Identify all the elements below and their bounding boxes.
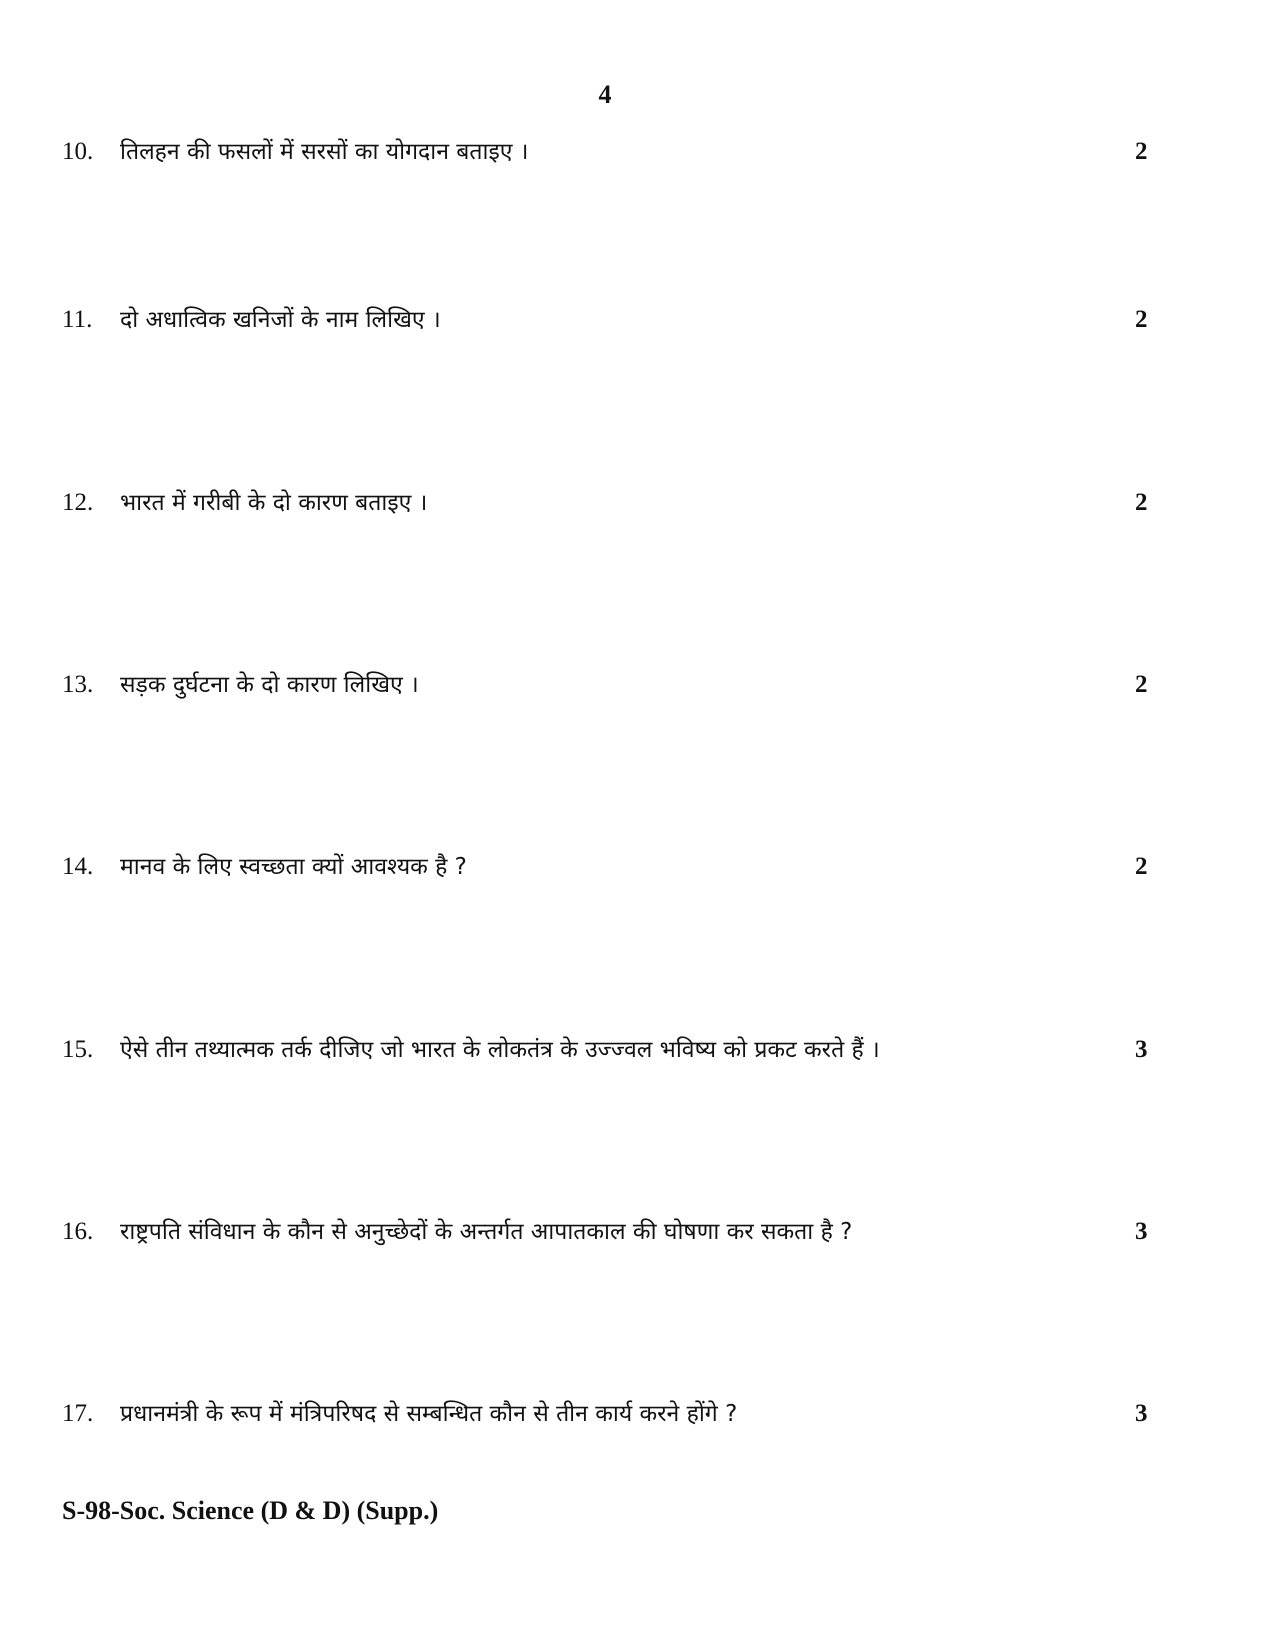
question-item [0,665,1275,705]
question-marks: 3 [1135,1400,1148,1427]
question-number: 14. [62,853,94,880]
question-marks: 2 [1135,306,1148,333]
question-marks: 2 [1135,853,1148,880]
question-text: तिलहन की फसलों में सरसों का योगदान बताइए । [120,139,529,165]
question-number: 10. [62,138,94,165]
question-number: 16. [62,1218,94,1245]
page-number: 4 [598,80,612,109]
question-number: 17. [62,1400,94,1427]
question-text: प्रधानमंत्री के रूप में मंत्रिपरिषद से सम्बन्धित कौन से तीन कार्य करने होंगे ? [120,1401,738,1427]
question-marks: 2 [1135,138,1148,165]
question-item [0,132,1275,172]
question-text: मानव के लिए स्वच्छता क्यों आवश्यक है ? [120,854,467,880]
question-marks: 3 [1135,1036,1148,1063]
question-number: 15. [62,1036,94,1063]
question-item [0,483,1275,523]
question-item [0,847,1275,887]
paper-code: S-98-Soc. Science (D & D) (Supp.) [62,1496,439,1525]
question-marks: 3 [1135,1218,1148,1245]
question-item [0,1030,1275,1070]
question-text: राष्ट्रपति संविधान के कौन से अनुच्छेदों के अन्तर्गत आपातकाल की घोषणा कर सकता है ? [120,1219,853,1245]
question-number: 13. [62,671,94,698]
question-marks: 2 [1135,489,1148,516]
question-item [0,300,1275,340]
question-number: 12. [62,489,94,516]
question-item [0,1394,1275,1434]
question-item [0,1212,1275,1252]
question-text: ऐसे तीन तथ्यात्मक तर्क दीजिए जो भारत के लोकतंत्र के उज्ज्वल भविष्य को प्रकट करते हैं । [120,1037,880,1063]
question-text: भारत में गरीबी के दो कारण बताइए । [120,490,428,516]
question-number: 11. [62,306,93,333]
question-text: सड़क दुर्घटना के दो कारण लिखिए । [120,672,419,698]
question-marks: 2 [1135,671,1148,698]
question-text: दो अधात्विक खनिजों के नाम लिखिए । [120,307,441,333]
